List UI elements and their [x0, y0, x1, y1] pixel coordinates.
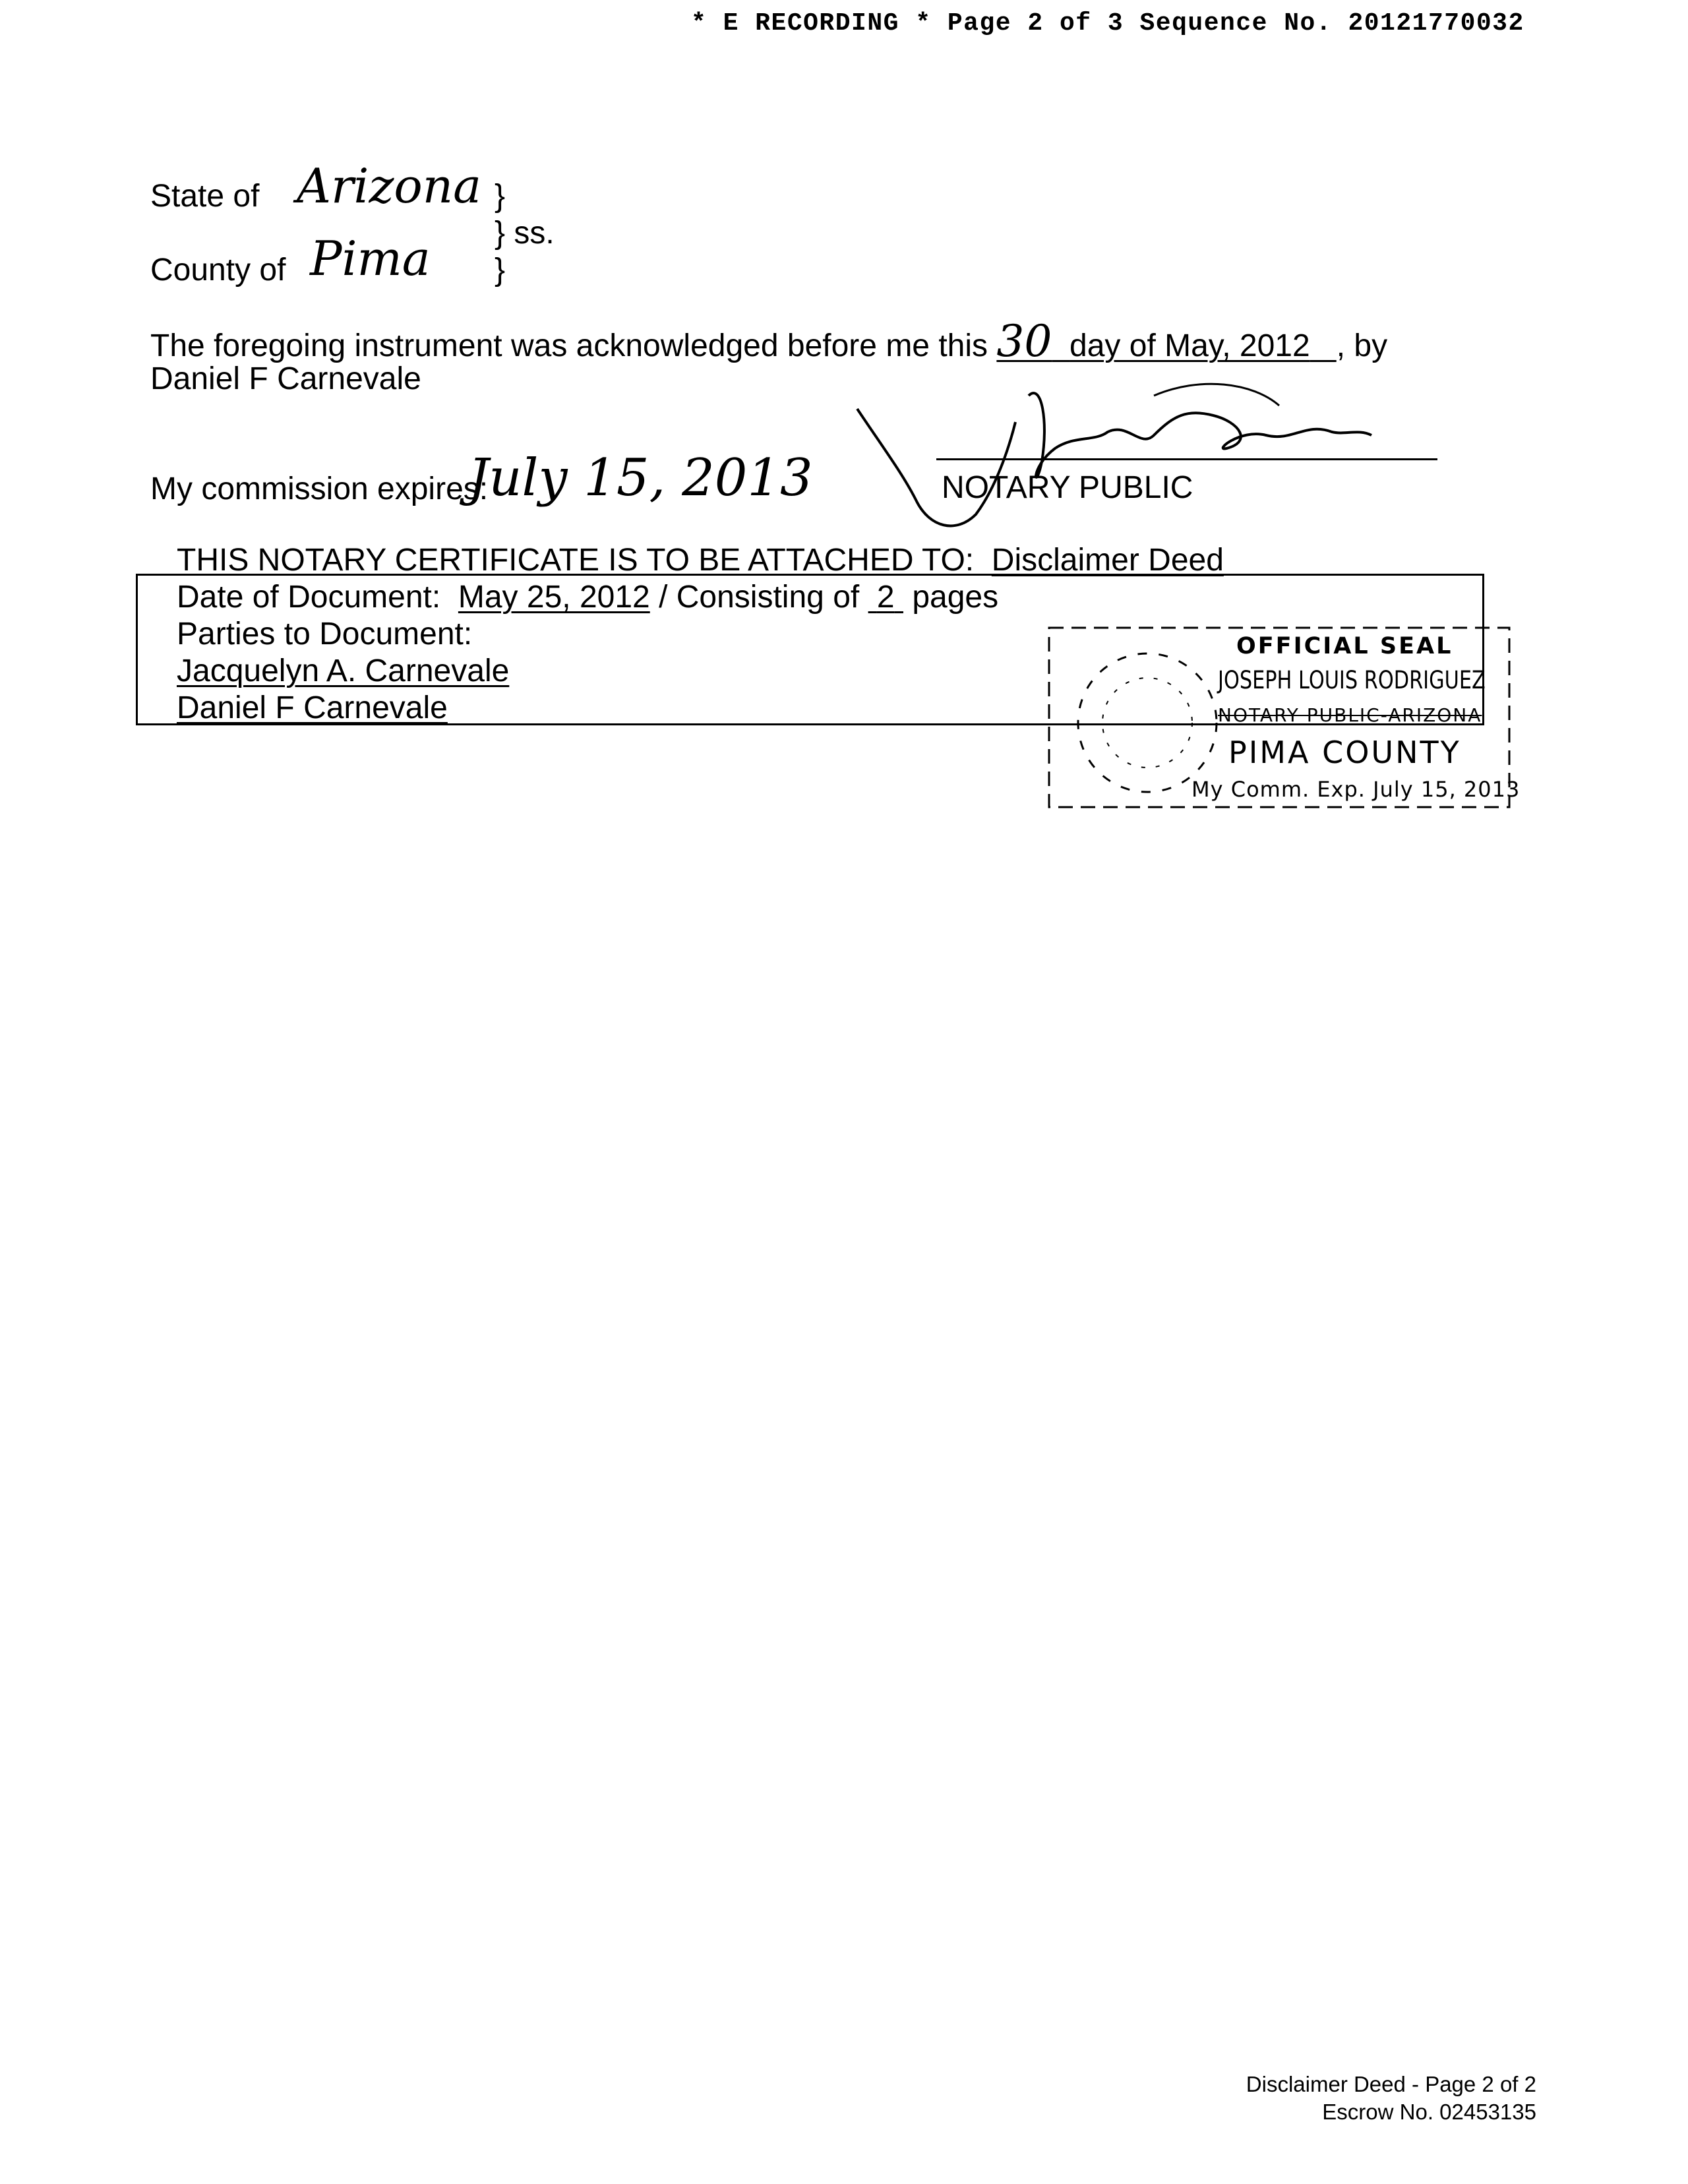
- state-value-handwritten: Arizona: [297, 158, 482, 214]
- signer-name: Daniel F Carnevale: [150, 361, 421, 396]
- seal-office: NOTARY PUBLIC-ARIZONA: [1218, 704, 1482, 726]
- pages-label: pages: [912, 580, 999, 615]
- notary-public-label: NOTARY PUBLIC: [942, 470, 1193, 505]
- notary-signature: [844, 369, 1437, 541]
- document-date-value: May 25, 2012: [458, 580, 650, 615]
- acknowledgment-text: The foregoing instrument was acknowledged before me this: [150, 328, 988, 363]
- county-value-handwritten: Pima: [310, 231, 431, 286]
- month-year-text: day of May, 2012: [1070, 328, 1310, 363]
- seal-title: OFFICIAL SEAL: [1236, 633, 1453, 659]
- state-label: State of: [150, 179, 260, 214]
- seal-county: PIMA COUNTY: [1228, 735, 1461, 770]
- acknowledgment-by: , by: [1336, 328, 1388, 363]
- day-value-handwritten: 30: [996, 316, 1052, 367]
- county-label: County of: [150, 253, 286, 288]
- parties-label: Parties to Document:: [177, 617, 473, 652]
- signature-line: [936, 458, 1437, 460]
- acknowledgment-line: [150, 316, 1388, 367]
- footer-page-info: Disclaimer Deed - Page 2 of 2: [1246, 2072, 1536, 2096]
- attached-document-type: Disclaimer Deed: [991, 543, 1224, 578]
- party-name: Daniel F Carnevale: [177, 690, 448, 725]
- consisting-label: / Consisting of: [659, 580, 860, 615]
- document-date-label: Date of Document:: [177, 580, 441, 615]
- seal-notary-name: JOSEPH LOUIS RODRIGUEZ: [1218, 666, 1486, 694]
- brace-ss: } ss.: [495, 216, 555, 251]
- commission-label: My commission expires:: [150, 471, 489, 506]
- official-seal-stamp: [1045, 624, 1521, 812]
- footer-block: [1246, 2071, 1536, 2126]
- attachment-label: THIS NOTARY CERTIFICATE IS TO BE ATTACHED TO:: [177, 543, 975, 578]
- acknowledgment-date-field: [996, 316, 1336, 367]
- brace-top: }: [495, 179, 506, 214]
- recording-header: * E RECORDING * Page 2 of 3 Sequence No. 20121770032: [691, 9, 1524, 38]
- document-date-line: [177, 579, 998, 616]
- party-name: Jacquelyn A. Carnevale: [177, 653, 510, 688]
- brace-bottom: }: [495, 253, 506, 288]
- seal-expiry: My Comm. Exp. July 15, 2013: [1191, 777, 1521, 802]
- footer-escrow-number: Escrow No. 02453135: [1322, 2100, 1536, 2124]
- commission-expiry-handwritten: July 15, 2013: [468, 448, 813, 508]
- page-count-value: 2: [876, 580, 895, 615]
